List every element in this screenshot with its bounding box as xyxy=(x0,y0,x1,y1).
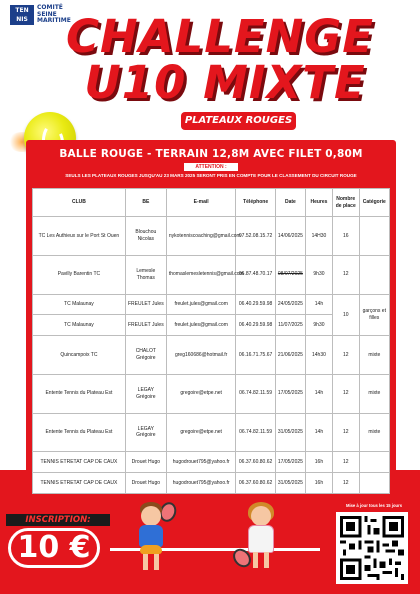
cell-hour: 14H30 xyxy=(306,217,333,256)
cell-club: TC Malaunay xyxy=(33,294,126,315)
boy-leg xyxy=(143,554,148,570)
cell-hour: 16h xyxy=(306,452,333,473)
cell-category: garçons et filles xyxy=(359,294,389,336)
cell-date: 11/07/2025 xyxy=(275,315,305,336)
cell-category xyxy=(359,217,389,256)
cell-phone: 06.37.60.80.62 xyxy=(236,473,275,494)
cell-be: FREULET Jules xyxy=(125,315,166,336)
table-row xyxy=(33,413,390,452)
girl-player-illustration xyxy=(240,500,290,580)
cell-email[interactable]: hugodrouet795@yahoo.fr xyxy=(166,473,236,494)
cell-email[interactable]: greg160686@hotmail.fr xyxy=(166,336,236,375)
col-date: Date xyxy=(275,189,305,217)
cell-hour: 9h30 xyxy=(306,255,333,294)
subtitle-badge: PLATEAUX ROUGES xyxy=(181,112,296,130)
girl-leg xyxy=(253,552,258,568)
cell-category: mixte xyxy=(359,336,389,375)
girl-head xyxy=(251,506,271,526)
qr-caption: Mise à jour tous les 15 jours xyxy=(345,503,403,508)
col-hours: Heures xyxy=(306,189,333,217)
cell-club: TENNIS ETRETAT CAP DE CAUX xyxy=(33,473,126,494)
cell-email[interactable]: nykotenniscoaching@gmail.com xyxy=(166,217,236,256)
boy-player-illustration xyxy=(130,500,180,580)
cell-be: LEGAY Grégoire xyxy=(125,413,166,452)
cell-places: 12 xyxy=(332,413,359,452)
attention-note: SEULS LES PLATEAUX ROUGES JUSQU'AU 23 MARS 2025 SERONT PRIS EN COMPTE POUR LE CLASSEMENT DU CIRCUIT ROUGE xyxy=(65,173,357,178)
girl-leg xyxy=(264,552,269,568)
col-be: BE xyxy=(125,189,166,217)
table-row xyxy=(33,452,390,473)
cell-phone: 06.40.29.59.98 xyxy=(236,294,275,315)
title-line-1: CHALLENGE xyxy=(66,10,374,63)
cell-email[interactable]: gregoire@etpe.net xyxy=(166,413,236,452)
cell-club: Entente Tennis du Plateau Est xyxy=(33,374,126,413)
cell-date: 24/05/2025 xyxy=(275,294,305,315)
cell-hour: 16h xyxy=(306,473,333,494)
cell-club: Pavilly Barentin TC xyxy=(33,255,126,294)
cell-phone: 06.16.71.75.67 xyxy=(236,336,275,375)
table-row xyxy=(33,255,390,294)
cell-date: 17/05/2025 xyxy=(275,374,305,413)
table-row xyxy=(33,336,390,375)
cell-category: mixte xyxy=(359,413,389,452)
cell-phone: 06.87.48.70.17 xyxy=(236,255,275,294)
cell-category xyxy=(359,452,389,473)
cell-be: FREULET Jules xyxy=(125,294,166,315)
cell-be: Blouchou Nicolas xyxy=(125,217,166,256)
cell-hour: 14h xyxy=(306,413,333,452)
cell-phone: 06.37.60.80.62 xyxy=(236,452,275,473)
cell-club: TC Les Authieux sur le Port St Ouen xyxy=(33,217,126,256)
attention-label: ATTENTION : xyxy=(184,163,238,171)
cell-be: LEGAY Grégoire xyxy=(125,374,166,413)
cell-hour: 14h xyxy=(306,294,333,315)
cell-places: 10 xyxy=(332,294,359,336)
cell-hour: 14h xyxy=(306,374,333,413)
boy-shorts xyxy=(140,545,162,554)
cell-places: 16 xyxy=(332,217,359,256)
cell-email[interactable]: thomaslemesletennis@gmail.com xyxy=(166,255,236,294)
cell-email[interactable]: hugodrouet795@yahoo.fr xyxy=(166,452,236,473)
boy-head xyxy=(141,506,161,526)
cell-places: 12 xyxy=(332,473,359,494)
cell-places: 12 xyxy=(332,374,359,413)
cell-club: Quincampoix TC xyxy=(33,336,126,375)
cell-category xyxy=(359,473,389,494)
cell-phone: 07.52.08.15.72 xyxy=(236,217,275,256)
cell-category xyxy=(359,255,389,294)
col-category: Catégorie xyxy=(359,189,389,217)
title-line-2: U10 MIXTE xyxy=(84,56,366,109)
cell-phone: 06.40.29.59.98 xyxy=(236,315,275,336)
schedule-table xyxy=(32,188,390,494)
cell-date: 31/05/2025 xyxy=(275,473,305,494)
cell-phone: 06.74.82.11.59 xyxy=(236,374,275,413)
table-row xyxy=(33,374,390,413)
qr-code-icon xyxy=(340,516,404,580)
cell-email[interactable]: freulet.jules@gmail.com xyxy=(166,294,236,315)
cell-hour: 9h30 xyxy=(306,315,333,336)
cell-club: TC Malaunay xyxy=(33,315,126,336)
boy-shirt xyxy=(139,525,163,547)
panel-heading: BALLE ROUGE - TERRAIN 12,8M AVEC FILET 0,80M xyxy=(59,148,363,160)
cell-date: 17/05/2025 xyxy=(275,452,305,473)
cell-places: 12 xyxy=(332,255,359,294)
cell-category: mixte xyxy=(359,374,389,413)
cell-be: Lemesle Thomas xyxy=(125,255,166,294)
cell-phone: 06.74.82.11.59 xyxy=(236,413,275,452)
cell-places: 12 xyxy=(332,452,359,473)
col-club: CLUB xyxy=(33,189,126,217)
cell-be: Drouet Hugo xyxy=(125,452,166,473)
cell-club: TENNIS ETRETAT CAP DE CAUX xyxy=(33,452,126,473)
committee-name: COMITÉ SEINE MARITIME xyxy=(37,4,71,25)
cell-be: Drouet Hugo xyxy=(125,473,166,494)
cell-email[interactable]: gregoire@etpe.net xyxy=(166,374,236,413)
table-row xyxy=(33,473,390,494)
girl-dress xyxy=(248,525,274,553)
cell-date: 14/06/2025 xyxy=(275,217,305,256)
col-places: Nombre de place xyxy=(332,189,359,217)
cell-places: 12 xyxy=(332,336,359,375)
cell-date: 08/07/2025 xyxy=(275,255,305,294)
cell-date: 31/05/2025 xyxy=(275,413,305,452)
cell-date: 21/06/2025 xyxy=(275,336,305,375)
inscription-label: INSCRIPTION: xyxy=(6,514,110,526)
price-badge: 10 € xyxy=(8,528,100,568)
table-header-row xyxy=(33,189,390,217)
cell-club: Entente Tennis du Plateau Est xyxy=(33,413,126,452)
tennis-logo-icon: TEN NIS xyxy=(10,5,34,25)
col-phone: Téléphone xyxy=(236,189,275,217)
cell-be: CHALOT Grégoire xyxy=(125,336,166,375)
table-row xyxy=(33,217,390,256)
table-row xyxy=(33,294,390,315)
cell-hour: 14h30 xyxy=(306,336,333,375)
col-email: E-mail xyxy=(166,189,236,217)
cell-email[interactable]: freulet.jules@gmail.com xyxy=(166,315,236,336)
qr-code[interactable] xyxy=(336,512,408,584)
boy-leg xyxy=(154,554,159,570)
